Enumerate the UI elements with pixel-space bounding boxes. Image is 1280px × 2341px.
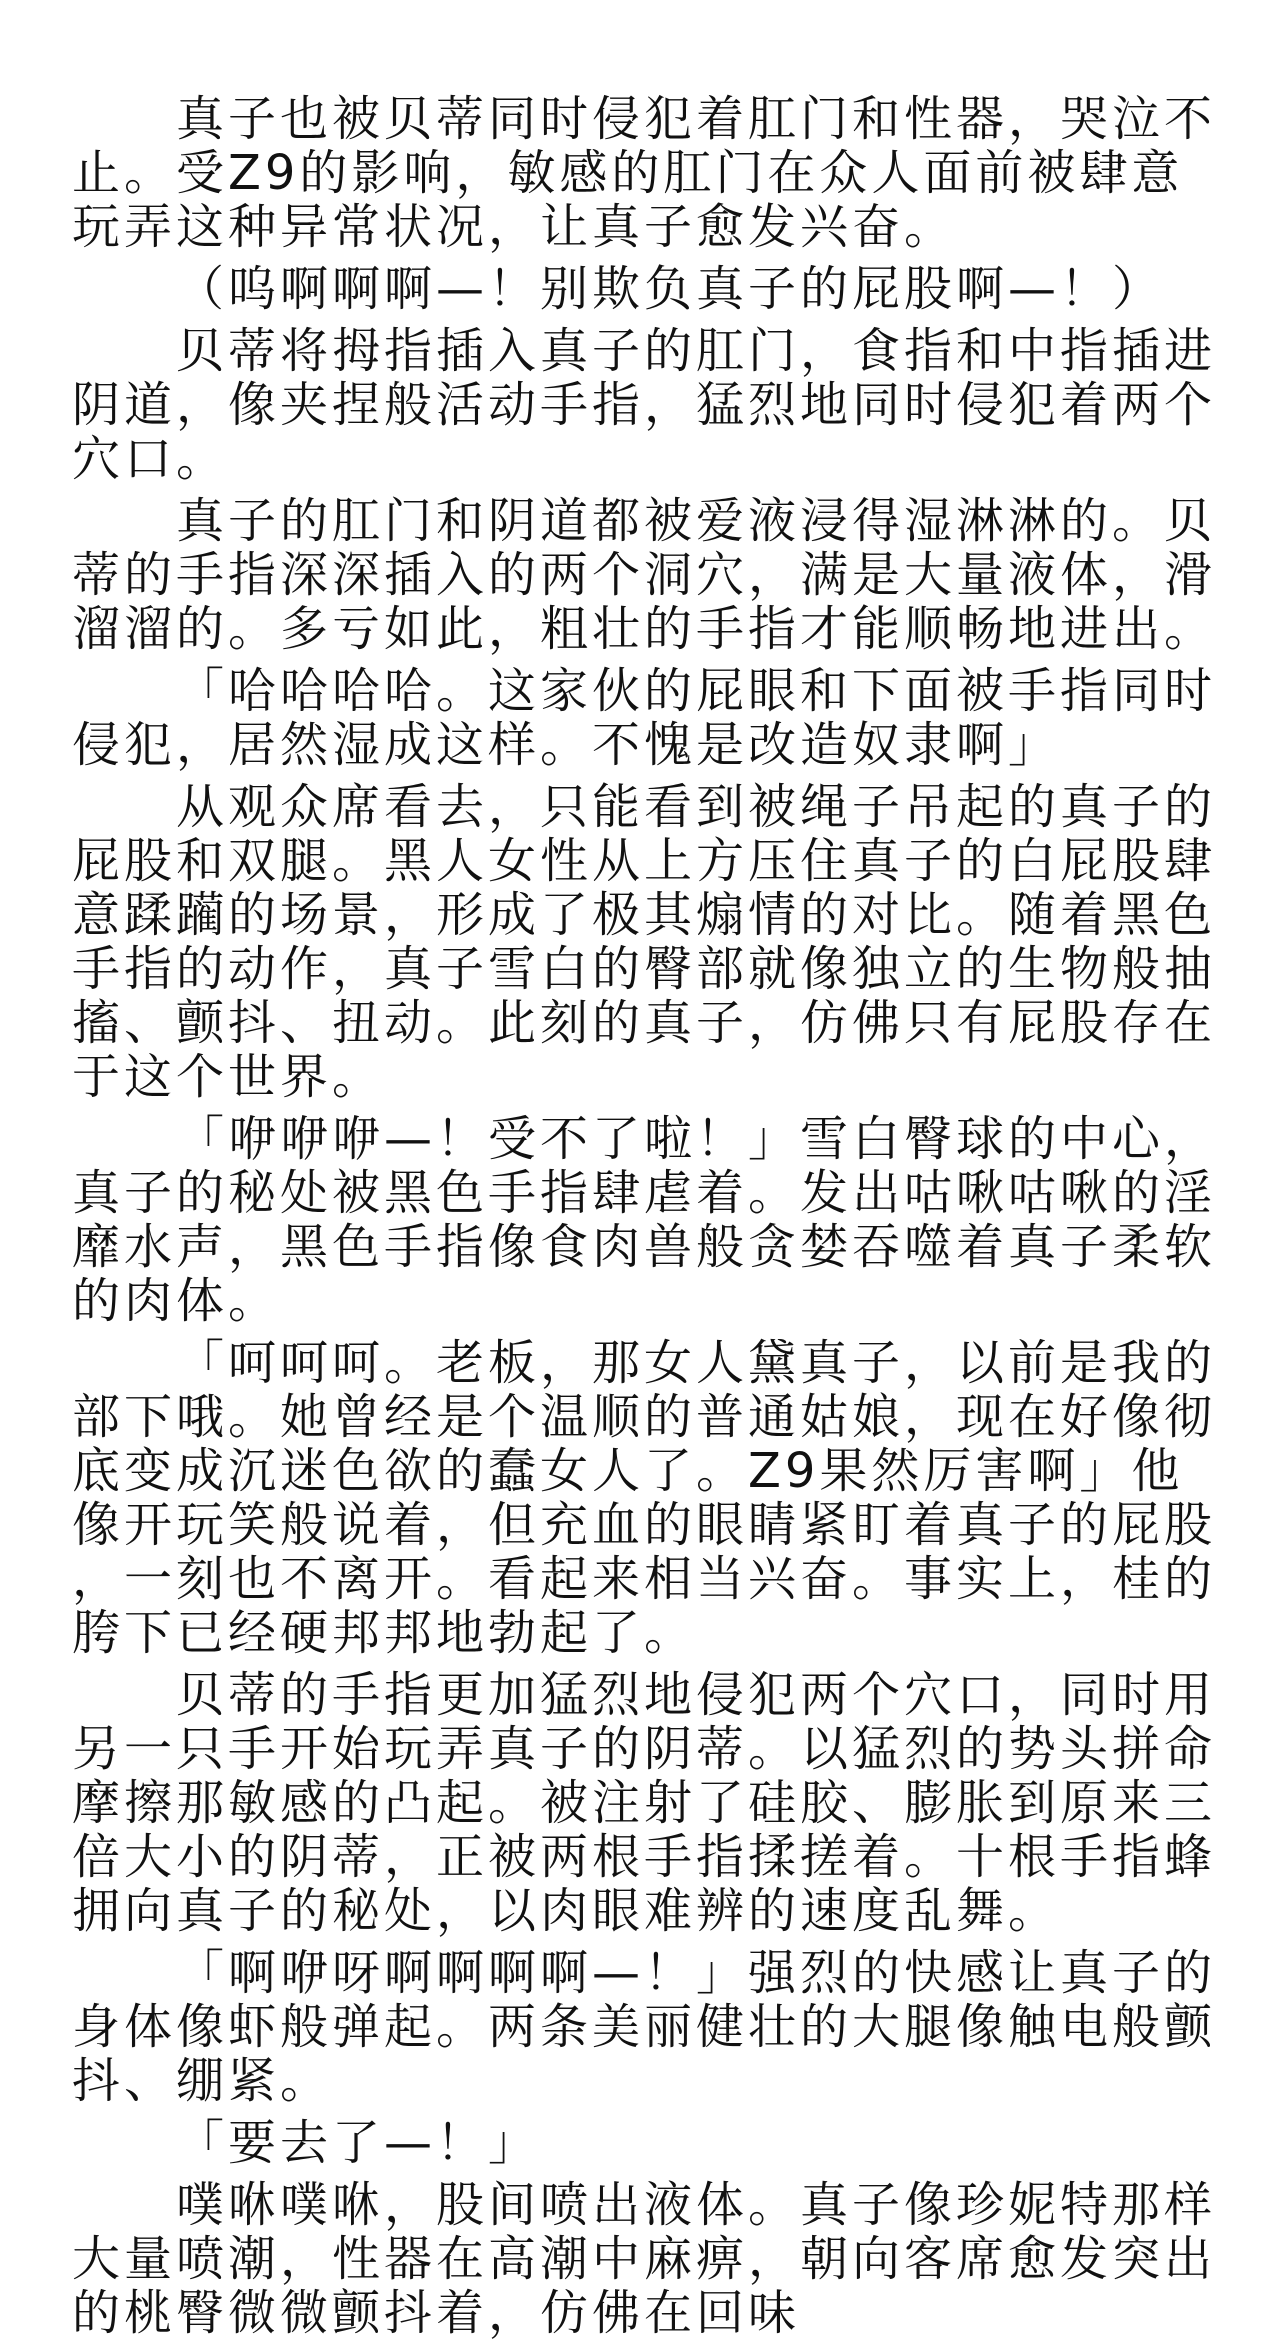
paragraph: 真子也被贝蒂同时侵犯着肛门和性器，哭泣不止。受Z9的影响，敏感的肛门在众人面前被肆意玩弄这种异常状况，让真子愈发兴奋。 (72, 91, 1217, 255)
paragraph: （呜啊啊啊—！别欺负真子的屁股啊—！） (176, 261, 1165, 317)
paragraph: 贝蒂将拇指插入真子的肛门，食指和中指插进阴道，像夹捏般活动手指，猛烈地同时侵犯着两个穴口。 (72, 323, 1217, 487)
paragraph: 「啊咿呀啊啊啊啊—！」强烈的快感让真子的身体像虾般弹起。两条美丽健壮的大腿像触电般颤抖、绷紧。 (72, 1945, 1217, 2109)
paragraph: 真子的肛门和阴道都被爱液浸得湿淋淋的。贝蒂的手指深深插入的两个洞穴，满是大量液体，滑溜溜的。多亏如此，粗壮的手指才能顺畅地进出。 (72, 493, 1217, 657)
paragraph: 从观众席看去，只能看到被绳子吊起的真子的屁股和双腿。黑人女性从上方压住真子的白屁股肆意蹂躏的场景，形成了极其煽情的对比。随着黑色手指的动作，真子雪白的臀部就像独立的生物般抽搐、颤抖、扭动。此刻的真子，仿佛只有屁股存在于这个世界。 (72, 779, 1217, 1105)
paragraph: 贝蒂的手指更加猛烈地侵犯两个穴口，同时用另一只手开始玩弄真子的阴蒂。以猛烈的势头拼命摩擦那敏感的凸起。被注射了硅胶、膨胀到原来三倍大小的阴蒂，正被两根手指揉搓着。十根手指蜂拥向真子的秘处，以肉眼难辨的速度乱舞。 (72, 1667, 1217, 1939)
paragraph: 「要去了—！」 (176, 2115, 541, 2171)
paragraph: 「呵呵呵。老板，那女人黛真子，以前是我的部下哦。她曾经是个温顺的普通姑娘，现在好像彻底变成沉迷色欲的蠢女人了。Z9果然厉害啊」他像开玩笑般说着，但充血的眼睛紧盯着真子的屁股，一刻也不离开。看起来相当兴奋。事实上，桂的胯下已经硬邦邦地勃起了。 (72, 1335, 1217, 1661)
paragraph: 「哈哈哈哈。这家伙的屁眼和下面被手指同时侵犯，居然湿成这样。不愧是改造奴隶啊」 (72, 663, 1217, 773)
paragraph: 噗咻噗咻，股间喷出液体。真子像珍妮特那样大量喷潮，性器在高潮中麻痹，朝向客席愈发突出的桃臀微微颤抖着，仿佛在回味 (72, 2177, 1217, 2341)
paragraph: 「咿咿咿—！受不了啦！」雪白臀球的中心，真子的秘处被黑色手指肆虐着。发出咕啾咕啾的淫靡水声，黑色手指像食肉兽般贪婪吞噬着真子柔软的肉体。 (72, 1111, 1217, 1329)
